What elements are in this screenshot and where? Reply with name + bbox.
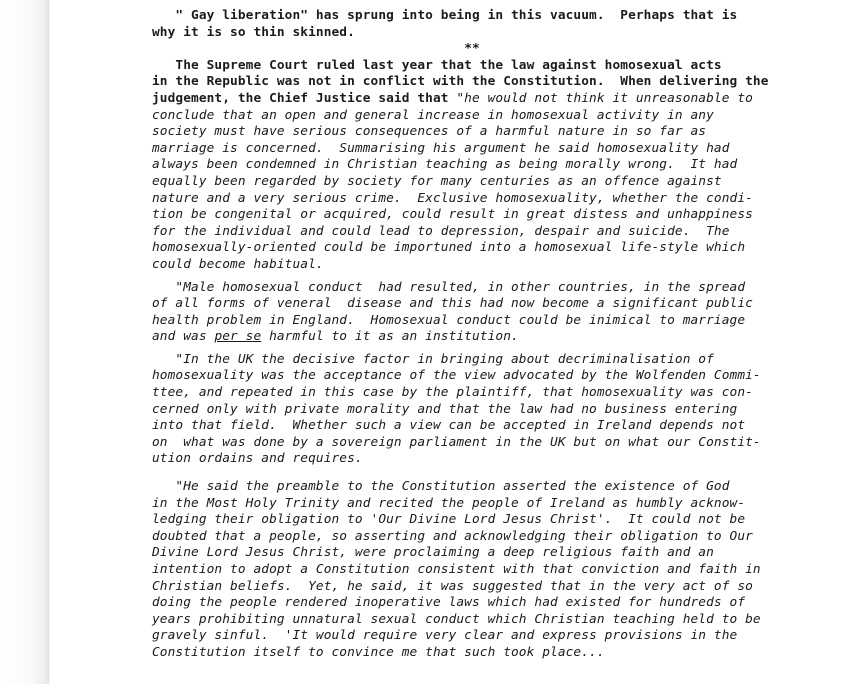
- text-line: [152, 402, 812, 419]
- text-run: "In the UK the decisive factor in bringing about decriminalisation of: [152, 351, 714, 367]
- text-line: [152, 435, 812, 452]
- text-line: [152, 418, 812, 435]
- text-line: [152, 8, 812, 25]
- text-run: why it is so thin skinned.: [152, 24, 355, 40]
- text-run: in the Most Holy Trinity and recited the people of Ireland as humbly acknow-: [152, 495, 746, 511]
- text-line: [152, 141, 812, 158]
- text-line: [152, 174, 812, 191]
- text-run: marriage is concerned. Summarising his argument he said homosexuality had: [152, 140, 730, 156]
- text-line: [152, 529, 812, 546]
- text-run: homosexuality was the acceptance of the view advocated by the Wolfenden Commi-: [152, 368, 761, 384]
- text-line: [152, 645, 812, 662]
- text-run: homosexually-oriented could be importuned into a homosexual life-style which: [152, 240, 746, 256]
- text-line: [152, 91, 812, 108]
- text-line: [152, 157, 812, 174]
- section-separator: **: [464, 41, 480, 57]
- text-line: [152, 329, 812, 346]
- text-line: [152, 313, 812, 330]
- text-run: ledging their obligation to 'Our Divine Lord Jesus Christ'. It could not be: [152, 512, 746, 528]
- text-line: [152, 612, 812, 629]
- text-run: Christian beliefs. Yet, he said, it was suggested that in the very act of so: [152, 578, 753, 594]
- text-run: "Male homosexual conduct had resulted, in other countries, in the spread: [152, 279, 746, 295]
- text-run: always been condemned in Christian teaching as being morally wrong. It had: [152, 157, 738, 173]
- text-line: [152, 545, 812, 562]
- text-line: [152, 595, 812, 612]
- paragraph: [152, 8, 812, 41]
- text-run: nature and a very serious crime. Exclusive homosexuality, whether the condi-: [152, 190, 753, 206]
- text-run: The Supreme Court ruled last year that the law against homosexual acts: [152, 57, 722, 73]
- scan-left-edge: [0, 0, 50, 684]
- document-page: [152, 8, 812, 662]
- text-line: [152, 562, 812, 579]
- text-run: for the individual and could lead to depression, despair and suicide. The: [152, 223, 730, 239]
- text-run: Constitution itself to convince me that such took place...: [152, 644, 605, 660]
- text-run: gravely sinful. 'It would require very clear and express provisions in the: [152, 628, 738, 644]
- text-line: [152, 207, 812, 224]
- text-line: [152, 280, 812, 297]
- paragraph: [152, 479, 812, 662]
- text-run: harmful to it as an institution.: [261, 329, 519, 345]
- text-run: cerned only with private morality and that the law had no business entering: [152, 401, 738, 417]
- text-run: tion be congenital or acquired, could result in great distess and unhappiness: [152, 207, 753, 223]
- paragraph: [152, 280, 812, 346]
- text-run: equally been regarded by society for many centuries as an offence against: [152, 173, 722, 189]
- text-run: into that field. Whether such a view can be accepted in Ireland depends not: [152, 418, 746, 434]
- text-run: and was: [152, 329, 215, 345]
- text-run: health problem in England. Homosexual conduct could be inimical to marriage: [152, 312, 746, 328]
- text-run: could become habitual.: [152, 256, 324, 272]
- paragraph: [152, 58, 812, 274]
- text-line: [152, 191, 812, 208]
- text-run: in the Republic was not in conflict with the Constitution. When delivering the: [152, 74, 769, 90]
- text-line: [152, 385, 812, 402]
- text-run: judgement, the Chief Justice said that: [152, 90, 457, 106]
- text-line: [152, 628, 812, 645]
- text-run: Divine Lord Jesus Christ, were proclaiming a deep religious faith and an: [152, 545, 714, 561]
- text-line: [152, 124, 812, 141]
- text-line: [152, 108, 812, 125]
- text-line: [152, 352, 812, 369]
- text-run: " Gay liberation" has sprung into being in this vacuum. Perhaps that is: [152, 8, 738, 23]
- text-line: [152, 74, 812, 91]
- text-run: of all forms of veneral disease and this had now become a significant public: [152, 296, 753, 312]
- text-line: [152, 451, 812, 468]
- text-line: [152, 479, 812, 496]
- underlined-phrase: per se: [214, 329, 262, 345]
- text-line: [152, 58, 812, 75]
- text-line: [152, 579, 812, 596]
- text-line: [152, 296, 812, 313]
- text-line: [152, 224, 812, 241]
- text-line: [152, 257, 812, 274]
- text-run: ttee, and repeated in this case by the plaintiff, that homosexuality was con-: [152, 385, 753, 401]
- text-run: ution ordains and requires.: [152, 451, 363, 467]
- paragraph: [152, 352, 812, 468]
- text-run: doubted that a people, so asserting and acknowledging their obligation to Our: [152, 528, 753, 544]
- text-run: intention to adopt a Constitution consistent with that conviction and faith in: [152, 562, 761, 577]
- text-line: [152, 25, 812, 42]
- text-run: "He said the preamble to the Constitution asserted the existence of God: [152, 479, 730, 495]
- text-line: [152, 496, 812, 513]
- text-line: [152, 368, 812, 385]
- text-run: years prohibiting unnatural sexual conduct which Christian teaching held to be: [152, 611, 761, 627]
- text-run: on what was done by a sovereign parliament in the UK but on what our Constit-: [152, 434, 761, 450]
- text-line: [152, 240, 812, 257]
- text-line: [152, 512, 812, 529]
- text-run: "he would not think it unreasonable to: [456, 90, 753, 106]
- text-run: conclude that an open and general increase in homosexual activity in any: [152, 107, 714, 123]
- text-run: doing the people rendered inoperative laws which had existed for hundreds of: [152, 595, 746, 611]
- text-run: society must have serious consequences of a harmful nature in so far as: [152, 124, 707, 140]
